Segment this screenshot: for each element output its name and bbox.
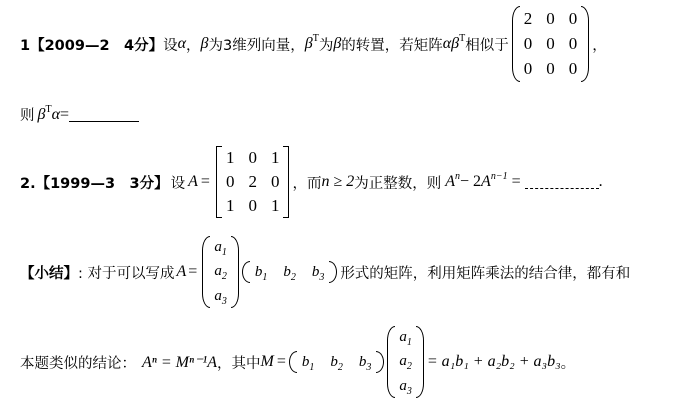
q2-condition: n ≥ 2	[321, 173, 355, 190]
vector-entry: $a_1$	[214, 238, 227, 258]
answer-blank-2[interactable]	[525, 176, 599, 189]
left-paren	[242, 261, 250, 283]
vector-entry: $b_2$	[330, 353, 343, 373]
q2-end: .	[598, 173, 603, 190]
q1-end: ，	[592, 37, 607, 54]
q1-text-c: 为	[318, 37, 334, 54]
q2-text-c: 为正整数，则	[354, 175, 442, 192]
q1-comma: ，	[186, 37, 201, 54]
matrix-cell: 0	[546, 8, 555, 28]
beta-symbol: β	[200, 35, 209, 52]
matrix-cell: 0	[523, 59, 533, 79]
vector-entry: $b_2$	[283, 263, 296, 283]
q1-text-e: 相似于	[465, 37, 509, 54]
q1-text-d: 的转置，若矩阵	[341, 37, 443, 54]
matrix-A	[216, 146, 290, 218]
matrix-cell: 0	[225, 172, 235, 191]
right-paren	[231, 236, 239, 308]
q2-equals-2: =	[511, 173, 521, 190]
matrix-cell: 0	[248, 148, 257, 167]
summary	[20, 236, 630, 308]
conclusion-text-a: 本题类似的结论：	[20, 355, 136, 372]
conclusion-text-b: ，其中	[217, 355, 261, 372]
q1-text-b: 为3维列向量，	[208, 37, 305, 54]
conclusion-result: = a₁b₁ + a₂b₂ + a₃b₃	[426, 353, 561, 370]
question-2-tag: 2.【1999—3 3分】	[20, 175, 169, 192]
conclusion-row-vector-b	[289, 351, 385, 373]
vector-entry: $b_1$	[301, 353, 315, 373]
summary-A-symbol: A	[176, 263, 187, 280]
right-paren	[416, 326, 424, 398]
right-paren	[329, 261, 337, 283]
summary-tag: 【小结】	[20, 265, 78, 282]
column-vector-entries	[210, 236, 231, 308]
q2-text-b: ，而	[292, 175, 322, 192]
matrix-cell: 1	[270, 196, 280, 215]
conclusion-end: 。	[560, 355, 576, 372]
matrix-cell: 0	[568, 33, 578, 53]
conclusion	[20, 326, 575, 398]
question-1-tag: 1【2009—2 4分】	[20, 37, 164, 54]
matrix-cell: 2	[248, 172, 257, 191]
conclusion-formula: Aⁿ = Mⁿ⁻¹A	[142, 354, 217, 371]
matrix-cell: 0	[568, 59, 578, 79]
left-paren	[289, 351, 297, 373]
matrix-A-symbol: A	[188, 173, 198, 190]
summary-equals: =	[188, 263, 198, 280]
question-1-answer-line	[20, 104, 139, 125]
q2-text-a: 设	[170, 175, 186, 192]
left-paren	[202, 236, 210, 308]
vector-entry: $b_3$	[358, 353, 372, 373]
matrix-cell: 0	[248, 196, 257, 215]
conclusion-equals: =	[276, 353, 286, 370]
matrix-cell: 1	[270, 148, 280, 167]
matrix-diag-2	[512, 6, 590, 82]
vector-entry: $a_1$	[399, 328, 412, 348]
row-vector-entries	[297, 351, 377, 373]
matrix-cell: 0	[546, 59, 555, 79]
q1-line2-text: 则	[20, 108, 35, 124]
matrix-cell: 0	[568, 8, 578, 28]
right-paren	[376, 351, 384, 373]
matrix-cell: 2	[523, 8, 533, 28]
matrix-cell: 1	[225, 196, 235, 215]
right-bracket	[283, 146, 289, 218]
row-vector-b	[242, 261, 338, 283]
right-paren	[581, 6, 589, 82]
column-vector-entries	[395, 326, 416, 398]
beta-transpose-symbol: $\beta^T$	[304, 33, 319, 52]
left-paren	[387, 326, 395, 398]
q1-text-a: 设	[163, 37, 178, 54]
q2-equals: =	[200, 173, 210, 190]
summary-text-a: : 对于可以写成	[78, 265, 175, 282]
question-1	[20, 6, 607, 82]
matrix-cell: 1	[225, 148, 235, 167]
question-2	[20, 146, 603, 218]
matrix-cell: 0	[270, 172, 280, 191]
beta-transpose-alpha: $\beta^T\alpha$	[37, 103, 60, 123]
vector-entry: $b_3$	[311, 263, 325, 283]
conclusion-column-vector-a	[387, 326, 424, 398]
vector-entry: $b_1$	[254, 263, 268, 283]
beta-symbol-2: β	[333, 35, 342, 52]
q1-equals: =	[59, 105, 70, 123]
row-vector-entries	[250, 261, 330, 283]
matrix-cell: 0	[546, 33, 555, 53]
q2-expression: $A^n- 2A^{n-1}$	[445, 171, 508, 190]
answer-blank-1[interactable]	[69, 107, 139, 122]
vector-entry: $a_2$	[399, 353, 412, 373]
left-paren	[512, 6, 520, 82]
alpha-symbol: α	[177, 35, 187, 52]
matrix-cell: 0	[523, 33, 533, 53]
vector-entry: $a_3$	[399, 378, 412, 398]
vector-entry: $a_2$	[214, 263, 227, 283]
matrix-2-grid	[222, 146, 284, 218]
alpha-beta-transpose: $\alpha\beta^T$	[442, 33, 466, 52]
column-vector-a	[202, 236, 239, 308]
summary-text-b: 形式的矩阵，利用矩阵乘法的结合律，都有和	[340, 265, 631, 282]
conclusion-M-symbol: M	[260, 353, 274, 370]
vector-entry: $a_3$	[214, 288, 227, 308]
matrix-1-grid	[520, 6, 582, 82]
